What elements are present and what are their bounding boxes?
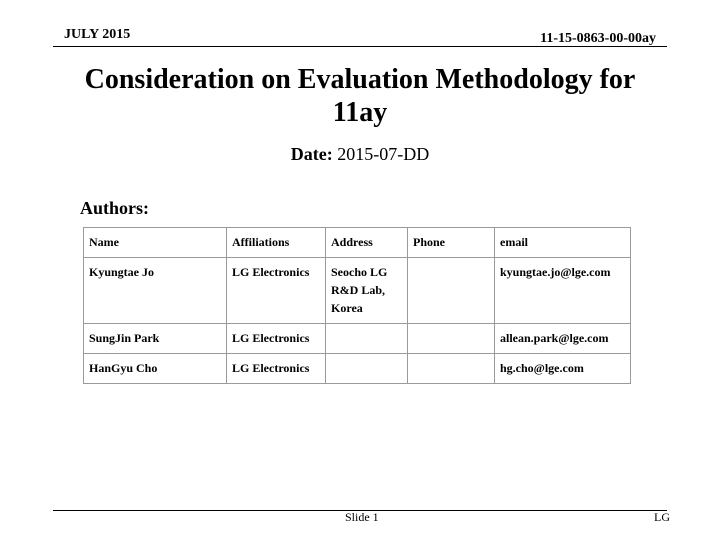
table-row: [84, 354, 631, 384]
author-email: allean.park@lge.com: [495, 324, 631, 354]
document-number: 11-15-0863-00-00ay: [540, 31, 656, 46]
column-header-address: Address: [326, 228, 408, 258]
column-header-email: email: [495, 228, 631, 258]
table-header-row: [84, 228, 631, 258]
table-row: [84, 324, 631, 354]
author-name: HanGyu Cho: [84, 354, 227, 384]
column-header-affiliations: Affiliations: [227, 228, 326, 258]
author-phone: [408, 354, 495, 384]
footer-company: LG: [654, 510, 670, 524]
author-email: kyungtae.jo@lge.com: [495, 258, 631, 324]
header-date: JULY 2015: [64, 27, 131, 42]
author-address: Seocho LG R&D Lab, Korea: [326, 258, 408, 324]
authors-heading: Authors:: [80, 198, 150, 218]
author-affiliation: LG Electronics: [227, 324, 326, 354]
table-row: [84, 258, 631, 324]
column-header-name: Name: [84, 228, 227, 258]
date-value: 2015-07-DD: [337, 144, 430, 164]
date-line: [0, 144, 720, 165]
slide-number: Slide 1: [345, 510, 379, 524]
header-divider: [53, 46, 667, 47]
date-label: Date:: [290, 144, 333, 164]
author-phone: [408, 258, 495, 324]
author-affiliation: LG Electronics: [227, 258, 326, 324]
authors-table: [83, 227, 631, 384]
page-title: Consideration on Evaluation Methodology for 11ay: [84, 64, 636, 128]
author-email: hg.cho@lge.com: [495, 354, 631, 384]
author-name: SungJin Park: [84, 324, 227, 354]
author-phone: [408, 324, 495, 354]
author-name: Kyungtae Jo: [84, 258, 227, 324]
column-header-phone: Phone: [408, 228, 495, 258]
author-address: [326, 354, 408, 384]
author-affiliation: LG Electronics: [227, 354, 326, 384]
author-address: [326, 324, 408, 354]
